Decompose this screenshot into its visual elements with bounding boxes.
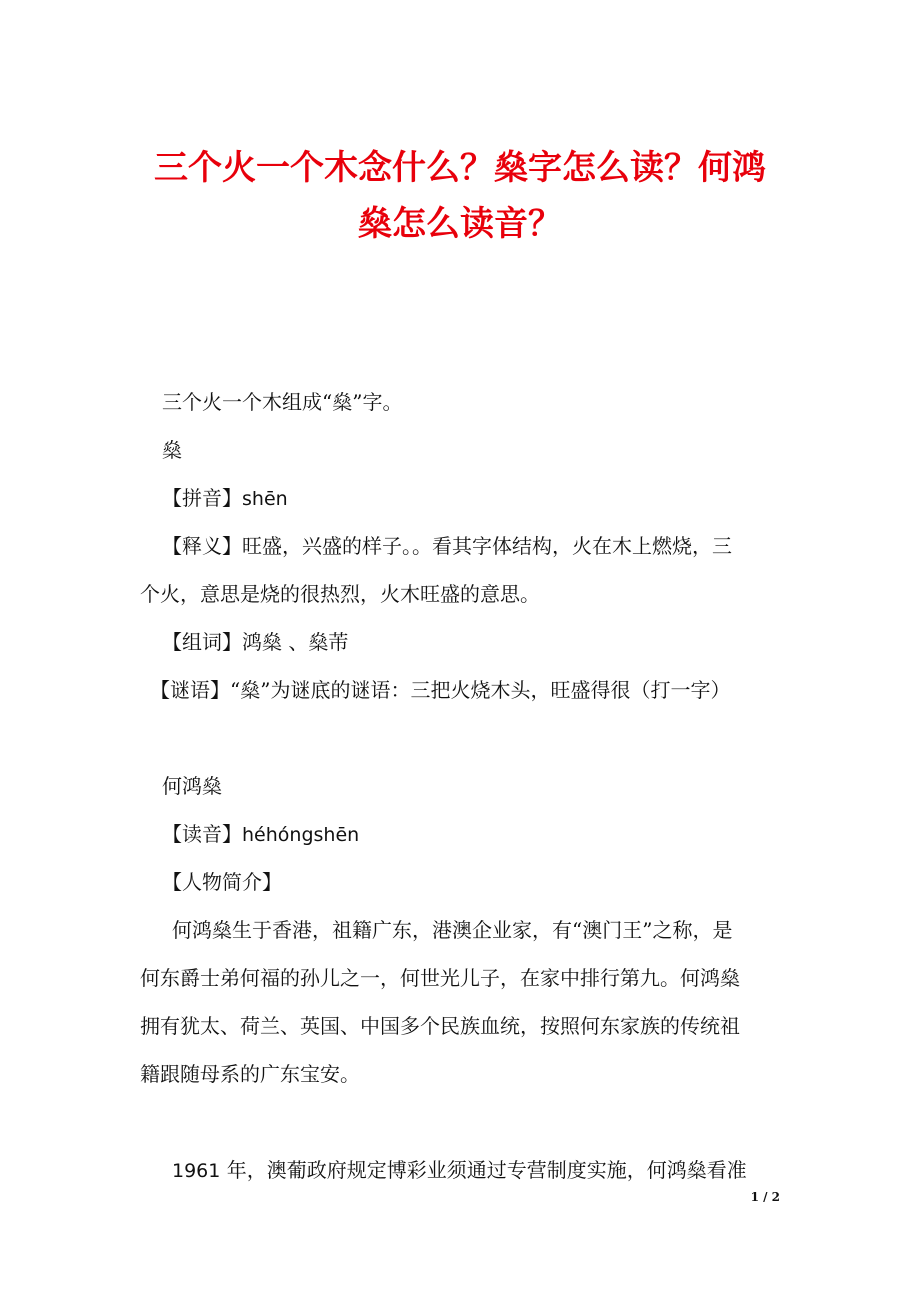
- history-text: 年，澳葡政府规定博彩业须通过专营制度实施，何鸿燊看准: [220, 1158, 747, 1182]
- page-number: 1 / 2: [750, 1190, 780, 1204]
- riddle-line: 【谜语】“燊”为谜底的谜语：三把火烧木头，旺盛得很（打一字）: [150, 678, 731, 702]
- history-line-1: [172, 1156, 747, 1185]
- meaning-line-1: 【释义】旺盛，兴盛的样子。。看其字体结构，火在木上燃烧，三: [162, 534, 732, 558]
- reading-line: [162, 820, 359, 849]
- document-title-line-1: 三个火一个木念什么？燊字怎么读？何鸿: [154, 148, 766, 188]
- pinyin-line: [162, 484, 288, 513]
- pinyin-value: shēn: [242, 488, 288, 510]
- document-title-line-2: 燊怎么读音？: [358, 204, 562, 244]
- meaning-line-2: 个火，意思是烧的很热烈，火木旺盛的意思。: [140, 582, 540, 606]
- reading-label: 【读音】: [162, 822, 242, 846]
- character-heading: 燊: [162, 438, 182, 462]
- words-line: 【组词】鸿燊 、燊芾: [162, 630, 349, 654]
- profile-line-3: 拥有犹太、荷兰、英国、中国多个民族血统，按照何东家族的传统祖: [140, 1014, 740, 1038]
- intro-text: 三个火一个木组成“燊”字。: [162, 390, 403, 414]
- profile-label: 【人物简介】: [162, 870, 282, 894]
- reading-value: héhóngshēn: [242, 824, 360, 846]
- profile-line-1: 何鸿燊生于香港，祖籍广东，港澳企业家，有“澳门王”之称，是: [172, 918, 733, 942]
- person-heading: 何鸿燊: [162, 774, 222, 798]
- profile-line-2: 何东爵士弟何福的孙儿之一，何世光儿子，在家中排行第九。何鸿燊: [140, 966, 740, 990]
- history-year: 1961: [172, 1160, 221, 1182]
- pinyin-label: 【拼音】: [162, 486, 242, 510]
- profile-line-4: 籍跟随母系的广东宝安。: [140, 1062, 360, 1086]
